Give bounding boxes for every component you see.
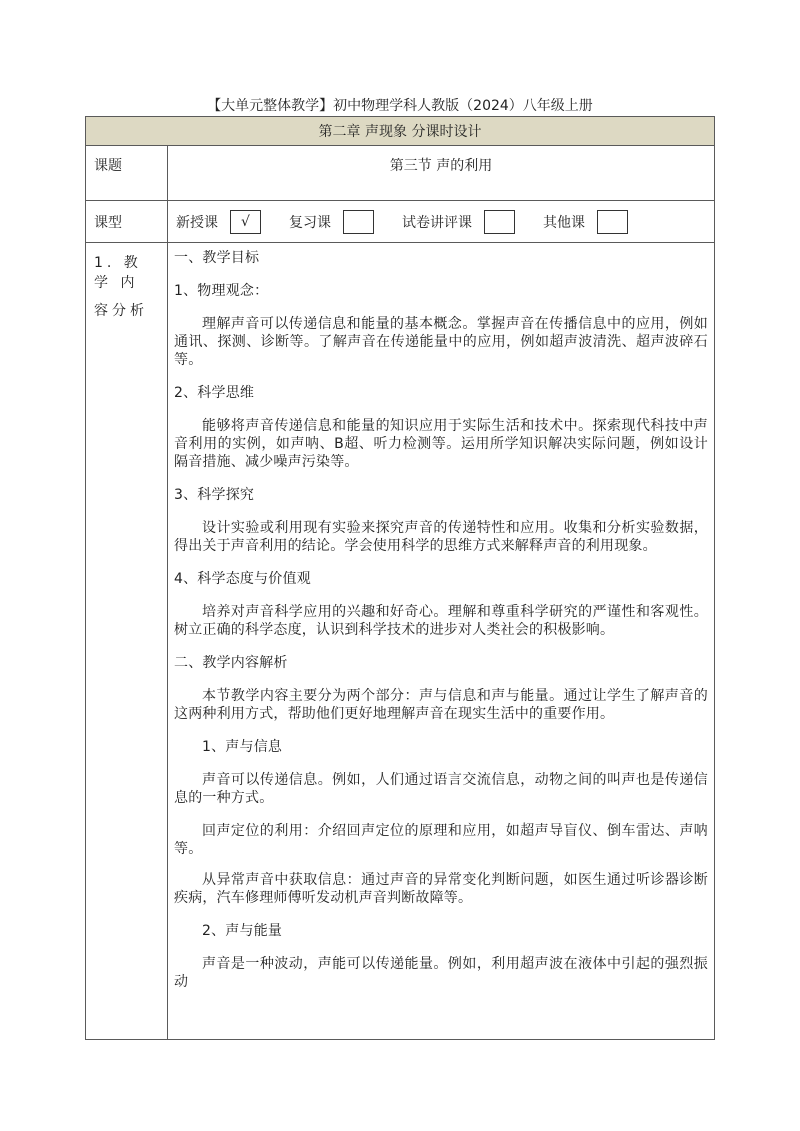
section-heading-analysis: 二、教学内容解析 — [174, 655, 288, 671]
lesson-design-table — [85, 116, 715, 1040]
goal-4-text: 培养对声音科学应用的兴趣和好奇心。理解和尊重科学研究的严谨性和客观性。树立正确的科学态度，认识到科学技术的进步对人类社会的积极影响。 — [174, 604, 708, 638]
type-review-lesson — [289, 210, 374, 234]
goal-3-title: 3、科学探究 — [174, 487, 255, 503]
type-checkbox-other[interactable] — [597, 210, 628, 234]
content-analysis-label — [86, 243, 168, 1040]
topic-value: 第三节 声的利用 — [168, 146, 715, 201]
type-new-lesson — [176, 210, 261, 234]
section-heading-goals: 一、教学目标 — [174, 250, 260, 266]
subsection-energy-title: 2、声与能量 — [202, 923, 283, 939]
type-other-lesson — [543, 210, 628, 234]
type-label: 试卷讲评课 — [402, 214, 472, 231]
type-exam-review-lesson — [402, 210, 515, 234]
type-label: 复习课 — [289, 214, 331, 231]
type-label: 新授课 — [176, 214, 218, 231]
analysis-label-line1: 1. 教 学 内 — [94, 255, 142, 291]
subsection-info-title: 1、声与信息 — [202, 739, 283, 755]
type-label: 其他课 — [543, 214, 585, 231]
analysis-label-line2: 容分析 — [94, 303, 148, 319]
lesson-type-options — [168, 201, 715, 243]
lesson-type-row — [86, 201, 715, 243]
content-analysis-body — [168, 243, 715, 1040]
analysis-intro: 本节教学内容主要分为两个部分：声与信息和声与能量。通过让学生了解声音的这两种利用方式，帮助他们更好地理解声音在现实生活中的重要作用。 — [174, 688, 708, 722]
info-paragraph-3: 从异常声音中获取信息：通过声音的异常变化判断问题，如医生通过听诊器诊断疾病，汽车修理师傅听发动机声音判断故障等。 — [174, 872, 708, 906]
chapter-title: 第二章 声现象 分课时设计 — [86, 117, 715, 146]
document-header: 【大单元整体教学】初中物理学科人教版（2024）八年级上册 — [207, 98, 593, 114]
goal-2-text: 能够将声音传递信息和能量的知识应用于实际生活和技术中。探索现代科技中声音利用的实例，如声呐、B超、听力检测等。运用所学知识解决实际问题，例如设计隔音措施、减少噪声污染等。 — [174, 418, 708, 470]
type-checkbox-review[interactable] — [343, 210, 374, 234]
content-analysis-row — [86, 243, 715, 1040]
energy-paragraph-1: 声音是一种波动，声能可以传递能量。例如，利用超声波在液体中引起的强烈振动 — [174, 956, 708, 990]
goal-1-title: 1、物理观念： — [174, 283, 269, 299]
topic-label: 课题 — [86, 146, 168, 201]
goal-4-title: 4、科学态度与价值观 — [174, 571, 311, 587]
goal-1-text: 理解声音可以传递信息和能量的基本概念。掌握声音在传播信息中的应用，例如通讯、探测、诊断等。了解声音在传递能量中的应用，例如超声波清洗、超声波碎石等。 — [174, 316, 708, 368]
goal-3-text: 设计实验或利用现有实验来探究声音的传递特性和应用。收集和分析实验数据，得出关于声音利用的结论。学会使用科学的思维方式来解释声音的利用现象。 — [174, 520, 708, 554]
topic-row — [86, 146, 715, 201]
type-checkbox-exam-review[interactable] — [484, 210, 515, 234]
lesson-type-label: 课型 — [86, 201, 168, 243]
info-paragraph-1: 声音可以传递信息。例如，人们通过语言交流信息，动物之间的叫声也是传递信息的一种方式。 — [174, 772, 708, 806]
goal-2-title: 2、科学思维 — [174, 385, 255, 401]
info-paragraph-2: 回声定位的利用：介绍回声定位的原理和应用，如超声导盲仪、倒车雷达、声呐等。 — [174, 823, 708, 857]
chapter-row — [86, 117, 715, 146]
type-checkbox-new[interactable]: √ — [230, 210, 261, 234]
